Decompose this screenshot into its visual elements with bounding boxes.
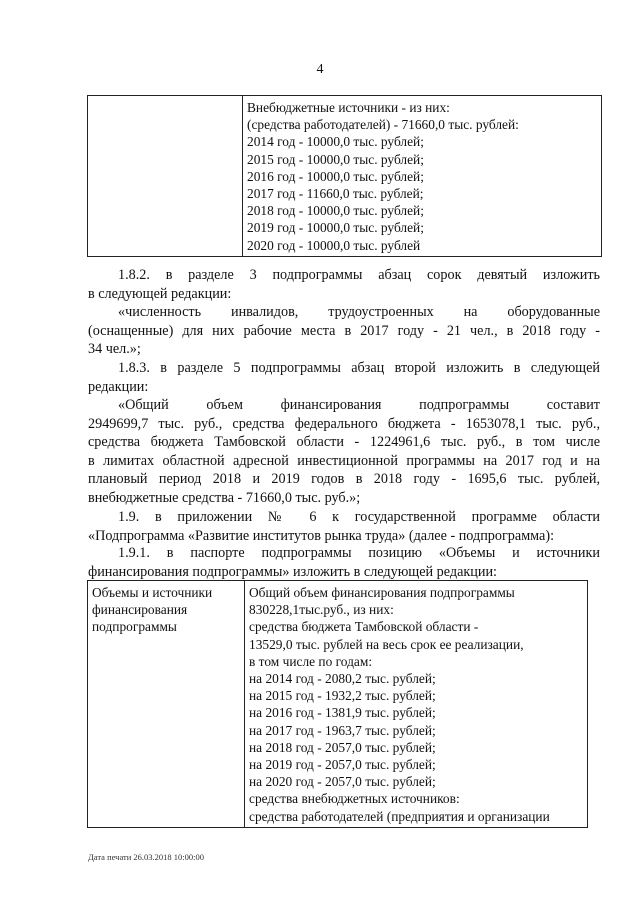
text-line: 1.8.3. в разделе 5 подпрограммы абзац второй изложить в следующей: [118, 360, 600, 376]
text-line: финансирования подпрограммы» изложить в следующей редакции:: [88, 563, 497, 580]
paragraph-quote-funding: [88, 396, 600, 508]
page-number: 4: [316, 62, 324, 77]
text-line: 2949699,7 тыс. руб., средства федерального бюджета - 1653078,1 тыс. руб.,: [88, 415, 600, 432]
table1-line: 2015 год - 10000,0 тыс. рублей;: [247, 151, 424, 167]
table2-line: Общий объем финансирования подпрограммы: [249, 585, 515, 600]
paragraph-1-8-3: [88, 359, 600, 396]
table2-label-line: финансирования: [92, 602, 188, 618]
table2-line: средства бюджета Тамбовской области -: [249, 619, 479, 635]
table2-line: средства работодателей (предприятия и организации: [249, 808, 550, 824]
print-date-footer: Дата печати 26.03.2018 10:00:00: [88, 852, 204, 862]
text-line: (оснащенные) для них рабочие места в 2017 году - 21 чел., в 2018 году -: [88, 322, 600, 339]
table1-left-cell: [88, 96, 243, 257]
table2-right-cell: [245, 581, 588, 828]
table1-line: Внебюджетные источники - из них:: [247, 100, 450, 115]
table1-line: (средства работодателей) - 71660,0 тыс. рублей:: [247, 117, 519, 133]
funding-table-continued: [87, 95, 602, 257]
table1-line: 2020 год - 10000,0 тыс. рублей: [247, 237, 421, 253]
table2-line: на 2015 год - 1932,2 тыс. рублей;: [249, 688, 436, 704]
table1-line: 2014 год - 10000,0 тыс. рублей;: [247, 134, 424, 150]
text-line: 1.8.2. в разделе 3 подпрограммы абзац сорок девятый изложить: [118, 267, 600, 283]
text-line: редакции:: [88, 378, 149, 395]
table2-line: средства внебюджетных источников:: [249, 791, 460, 807]
text-line: 34 чел.»;: [88, 341, 141, 358]
table2-line: на 2019 год - 2057,0 тыс. рублей;: [249, 757, 436, 773]
table2-line: на 2014 год - 2080,2 тыс. рублей;: [249, 671, 436, 687]
table2-line: на 2016 год - 1381,9 тыс. рублей;: [249, 705, 436, 721]
table2-label-line: Объемы и источники: [92, 585, 213, 600]
text-line: внебюджетные средства - 71660,0 тыс. руб.»;: [88, 489, 361, 506]
text-line: 1.9.1. в паспорте подпрограммы позицию «Объемы и источники: [118, 545, 600, 561]
table2-label-line: подпрограммы: [92, 619, 177, 635]
funding-passport-table: [87, 580, 588, 828]
table2-line: 13529,0 тыс. рублей на весь срок ее реализации,: [249, 636, 524, 652]
text-line: 1.9. в приложении № 6 к государственной программе области: [118, 509, 600, 525]
paragraph-quote-disabled: [88, 303, 600, 359]
table2-line: 830228,1тыс.руб., из них:: [249, 602, 394, 618]
text-line: в лимитах областной адресной инвестиционной программы на 2017 год и на: [88, 452, 600, 469]
table2-line: на 2018 год - 2057,0 тыс. рублей;: [249, 739, 436, 755]
text-line: средства бюджета Тамбовской области - 1224961,6 тыс. руб., в том числе: [88, 434, 600, 451]
table1-line: 2017 год - 11660,0 тыс. рублей;: [247, 186, 424, 202]
table2-line: на 2020 год - 2057,0 тыс. рублей;: [249, 774, 436, 790]
table1-right-cell: [243, 96, 602, 257]
table2-left-cell: [88, 581, 245, 828]
text-line: «численность инвалидов, трудоустроенных на оборудованные: [118, 304, 600, 320]
table1-line: 2019 год - 10000,0 тыс. рублей;: [247, 220, 424, 236]
paragraph-1-9-1: [88, 544, 600, 581]
table1-line: 2016 год - 10000,0 тыс. рублей;: [247, 168, 424, 184]
text-line: «Общий объем финансирования подпрограммы составит: [118, 397, 600, 413]
text-line: в следующей редакции:: [88, 285, 232, 302]
paragraph-1-8-2: [88, 266, 600, 303]
paragraph-1-9: [88, 508, 600, 545]
text-line: плановый период 2018 и 2019 годов в 2018 году - 1695,6 тыс. рублей,: [88, 471, 600, 488]
table2-line: в том числе по годам:: [249, 653, 373, 669]
table1-line: 2018 год - 10000,0 тыс. рублей;: [247, 203, 424, 219]
table2-line: на 2017 год - 1963,7 тыс. рублей;: [249, 722, 436, 738]
text-line: «Подпрограмма «Развитие институтов рынка труда» (далее - подпрограмма):: [88, 527, 555, 544]
